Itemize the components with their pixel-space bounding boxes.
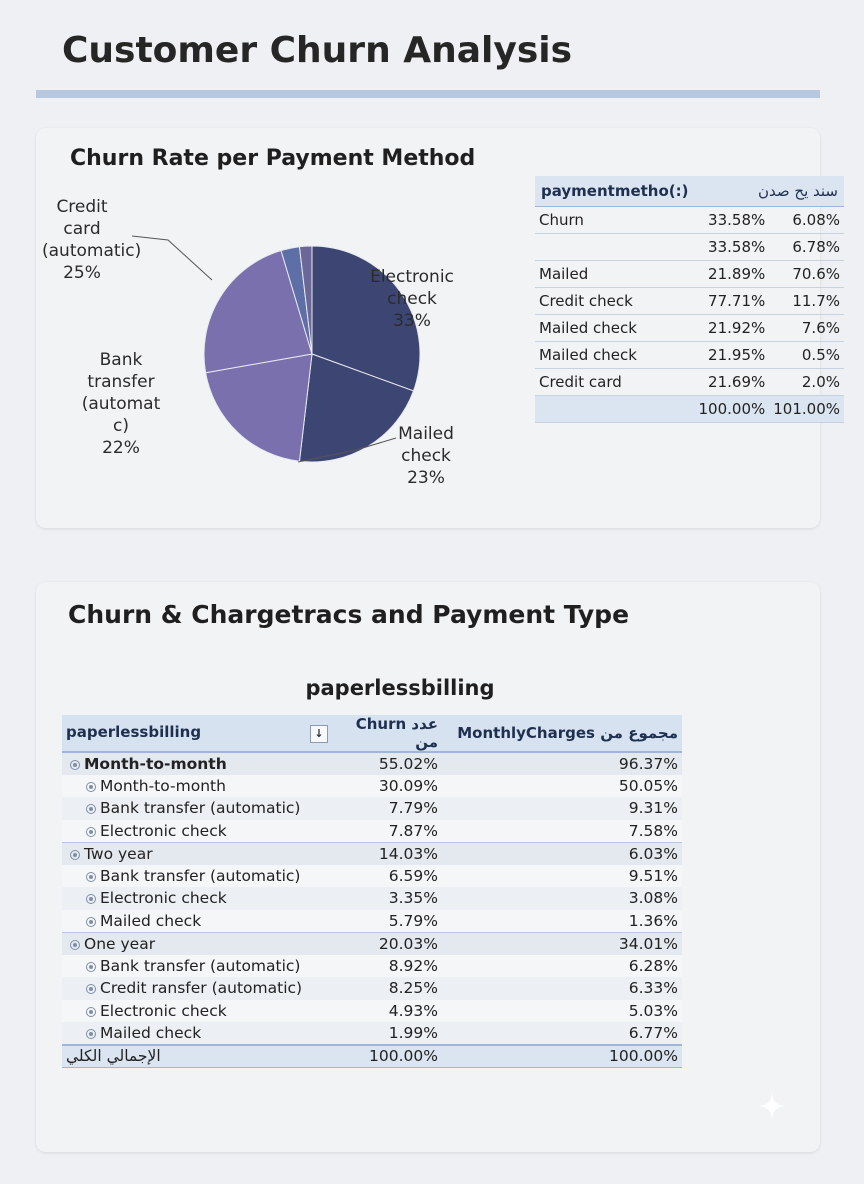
churn-value-cell: 8.92% xyxy=(332,955,442,978)
charges-value-cell: 6.03% xyxy=(442,842,682,865)
table-row xyxy=(535,260,844,287)
expand-toggle-icon[interactable] xyxy=(86,872,96,882)
pivot-group-row[interactable] xyxy=(62,842,682,865)
pivot-row-label-cell xyxy=(62,752,332,775)
row-labels-header[interactable] xyxy=(62,715,332,752)
pivot-row-label-cell xyxy=(62,910,332,933)
churn-column-header[interactable]: Churn عدد من xyxy=(332,715,442,752)
total-label-cell xyxy=(535,395,695,422)
pie-label-bank xyxy=(76,349,166,459)
pivot-row-label-cell xyxy=(62,775,332,798)
value-cell: 70.6% xyxy=(769,260,844,287)
value-cell: 21.92% xyxy=(695,314,770,341)
row-label-cell: Mailed check xyxy=(535,314,695,341)
value-cell: 2.0% xyxy=(769,368,844,395)
title-divider xyxy=(36,90,820,98)
pivot-row-label: One year xyxy=(84,934,156,953)
collapse-toggle-icon[interactable] xyxy=(70,850,80,860)
pie-label-electronic xyxy=(364,266,460,332)
pivot-detail-row[interactable] xyxy=(62,955,682,978)
pie-label-value: 23% xyxy=(407,468,445,488)
expand-toggle-icon[interactable] xyxy=(86,894,96,904)
row-label-cell: Credit check xyxy=(535,287,695,314)
pivot-row-label-cell xyxy=(62,842,332,865)
pivot-row-label-cell xyxy=(62,1022,332,1045)
expand-toggle-icon[interactable] xyxy=(86,1029,96,1039)
pivot-row-label: Mailed check xyxy=(100,1023,202,1042)
pivot-detail-row[interactable] xyxy=(62,820,682,843)
pie-label-text: (automat xyxy=(81,394,161,414)
grand-total-value: 100.00% xyxy=(442,1045,682,1068)
expand-toggle-icon[interactable] xyxy=(86,804,96,814)
pivot-row-label: Bank transfer (automatic) xyxy=(100,799,301,818)
charges-value-cell: 96.37% xyxy=(442,752,682,775)
churn-value-cell: 8.25% xyxy=(332,977,442,1000)
pivot-row-label-cell xyxy=(62,977,332,1000)
pie-label-mailed xyxy=(386,423,466,489)
pivot-row-label: Month-to-month xyxy=(100,776,226,795)
expand-toggle-icon[interactable] xyxy=(86,917,96,927)
charges-column-header[interactable]: MonthlyCharges مجموع من xyxy=(442,715,682,752)
pie-label-value: 25% xyxy=(63,263,101,283)
churn-value-cell: 5.79% xyxy=(332,910,442,933)
pie-chart-title: Churn Rate per Payment Method xyxy=(70,146,476,171)
sparkle-icon xyxy=(758,1092,786,1120)
pivot-row-label: Bank transfer (automatic) xyxy=(100,956,301,975)
pie-label-text: transfer xyxy=(87,372,155,392)
pivot-row-label-cell xyxy=(62,797,332,820)
charges-value-cell: 50.05% xyxy=(442,775,682,798)
value-cell: 6.08% xyxy=(769,206,844,233)
pivot-row-label-cell xyxy=(62,887,332,910)
pie-label-credit xyxy=(42,196,142,284)
pivot-detail-row[interactable] xyxy=(62,910,682,933)
churn-value-cell: 4.93% xyxy=(332,1000,442,1023)
pivot-row-label: Credit ransfer (automatic) xyxy=(100,979,303,998)
value-cell: 77.71% xyxy=(695,287,770,314)
value-cell: 11.7% xyxy=(769,287,844,314)
pie-label-text: card xyxy=(63,219,101,239)
pivot-card xyxy=(36,582,820,1152)
pie-label-text: c) xyxy=(113,416,129,436)
value-cell: 0.5% xyxy=(769,341,844,368)
pivot-detail-row[interactable] xyxy=(62,1022,682,1045)
churn-value-cell: 30.09% xyxy=(332,775,442,798)
expand-toggle-icon[interactable] xyxy=(86,962,96,972)
expand-toggle-icon[interactable] xyxy=(86,782,96,792)
charges-value-cell: 6.77% xyxy=(442,1022,682,1045)
value-cell: 21.95% xyxy=(695,341,770,368)
total-value-cell: 101.00% xyxy=(769,395,844,422)
pivot-table xyxy=(62,715,682,1068)
pivot-detail-row[interactable] xyxy=(62,865,682,888)
churn-value-cell: 55.02% xyxy=(332,752,442,775)
pivot-group-row[interactable] xyxy=(62,752,682,775)
payment-summary-table xyxy=(535,176,844,423)
pie-label-text: Electronic xyxy=(370,267,454,287)
row-label-cell: Churn xyxy=(535,206,695,233)
page-title: Customer Churn Analysis xyxy=(62,30,573,71)
charges-value-cell: 1.36% xyxy=(442,910,682,933)
pivot-card-title: Churn & Chargetracs and Payment Type xyxy=(68,600,630,629)
pie-label-text: Credit xyxy=(56,197,108,217)
collapse-toggle-icon[interactable] xyxy=(70,940,80,950)
churn-value-cell: 3.35% xyxy=(332,887,442,910)
pie-label-text: Mailed xyxy=(398,424,454,444)
pie-label-text: check xyxy=(401,446,451,466)
charges-value-cell: 3.08% xyxy=(442,887,682,910)
pie-label-value: 22% xyxy=(102,438,140,458)
expand-toggle-icon[interactable] xyxy=(86,1007,96,1017)
pivot-row-label: Two year xyxy=(84,844,153,863)
value-cell: 21.89% xyxy=(695,260,770,287)
pivot-detail-row[interactable] xyxy=(62,775,682,798)
pivot-row-label-cell xyxy=(62,932,332,955)
row-label-cell: Credit card xyxy=(535,368,695,395)
pivot-row-label: Bank transfer (automatic) xyxy=(100,866,301,885)
charges-value-cell: 9.31% xyxy=(442,797,682,820)
table-row xyxy=(535,287,844,314)
row-label-cell: Mailed check xyxy=(535,341,695,368)
pivot-table-title: paperlessbilling xyxy=(305,676,495,700)
value-cell: 7.6% xyxy=(769,314,844,341)
table-row xyxy=(535,368,844,395)
expand-toggle-icon[interactable] xyxy=(86,827,96,837)
column-header[interactable]: paymentmetho(:) xyxy=(535,176,695,206)
pivot-row-label-cell xyxy=(62,820,332,843)
pivot-detail-row[interactable] xyxy=(62,1000,682,1023)
pie-chart-card xyxy=(36,128,840,528)
pivot-row-label: Electronic check xyxy=(100,821,227,840)
table-row xyxy=(535,206,844,233)
churn-value-cell: 20.03% xyxy=(332,932,442,955)
value-cell: 33.58% xyxy=(695,233,770,260)
pivot-row-label: Mailed check xyxy=(100,911,202,930)
pie-label-text: Bank xyxy=(99,350,143,370)
charges-value-cell: 9.51% xyxy=(442,865,682,888)
pivot-total-row xyxy=(62,1045,682,1068)
pivot-row-label: Electronic check xyxy=(100,889,227,908)
grand-total-value: 100.00% xyxy=(332,1045,442,1068)
churn-value-cell: 14.03% xyxy=(332,842,442,865)
pivot-row-label-cell xyxy=(62,1000,332,1023)
filter-dropdown-icon[interactable]: ↓ xyxy=(310,725,328,743)
pivot-header-row xyxy=(62,715,682,752)
table-header-row xyxy=(535,176,844,206)
churn-value-cell: 7.79% xyxy=(332,797,442,820)
charges-value-cell: 6.33% xyxy=(442,977,682,1000)
expand-toggle-icon[interactable] xyxy=(86,984,96,994)
churn-value-cell: 1.99% xyxy=(332,1022,442,1045)
charges-value-cell: 34.01% xyxy=(442,932,682,955)
leader-line-credit xyxy=(132,236,212,280)
table-row xyxy=(535,314,844,341)
churn-value-cell: 6.59% xyxy=(332,865,442,888)
value-cell: 33.58% xyxy=(695,206,770,233)
pivot-row-label-cell xyxy=(62,955,332,978)
table-row xyxy=(535,233,844,260)
pivot-detail-row[interactable] xyxy=(62,887,682,910)
grand-total-label: الإجمالي الكلي xyxy=(62,1045,332,1068)
pivot-detail-row[interactable] xyxy=(62,977,682,1000)
pivot-group-row[interactable] xyxy=(62,932,682,955)
table-total-row xyxy=(535,395,844,422)
table-row xyxy=(535,341,844,368)
charges-value-cell: 6.28% xyxy=(442,955,682,978)
collapse-toggle-icon[interactable] xyxy=(70,760,80,770)
pivot-row-label: Electronic check xyxy=(100,1001,227,1020)
total-value-cell: 100.00% xyxy=(695,395,770,422)
churn-value-cell: 7.87% xyxy=(332,820,442,843)
pie-label-text: (automatic) xyxy=(42,241,142,261)
pie-label-value: 33% xyxy=(393,311,431,331)
row-labels-header-text: paperlessbilling xyxy=(66,723,202,741)
row-label-cell xyxy=(535,233,695,260)
pivot-detail-row[interactable] xyxy=(62,797,682,820)
charges-value-cell: 5.03% xyxy=(442,1000,682,1023)
column-header[interactable]: سند يح صدن xyxy=(695,176,845,206)
value-cell: 6.78% xyxy=(769,233,844,260)
pivot-row-label-cell xyxy=(62,865,332,888)
value-cell: 21.69% xyxy=(695,368,770,395)
pie-label-text: check xyxy=(387,289,437,309)
pivot-row-label: Month-to-month xyxy=(84,754,227,773)
row-label-cell: Mailed xyxy=(535,260,695,287)
charges-value-cell: 7.58% xyxy=(442,820,682,843)
